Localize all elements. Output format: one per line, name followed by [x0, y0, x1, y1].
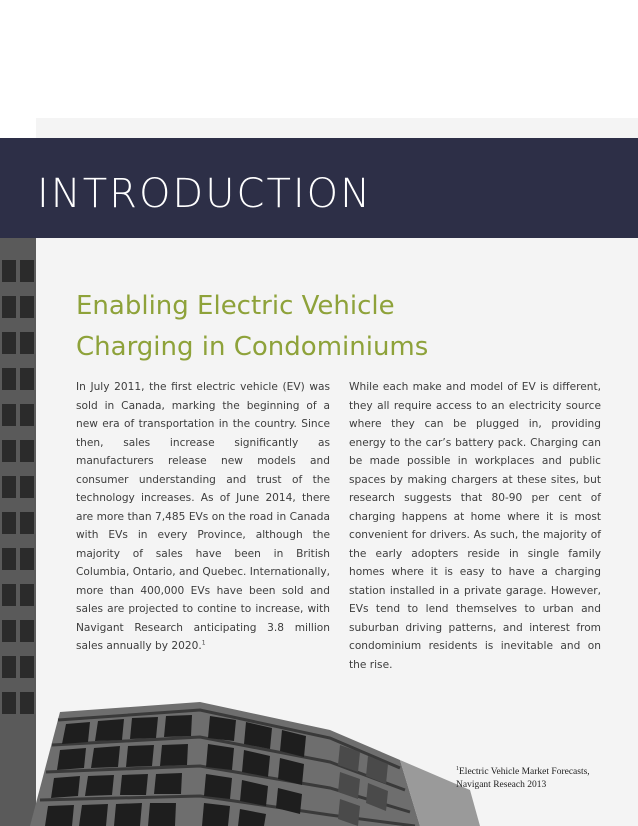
article-title — [76, 286, 536, 368]
footnote-text-1: Electric Vehicle Market Forecasts, — [459, 767, 590, 777]
footnote-mark: 1 — [456, 765, 459, 772]
footnote — [456, 766, 626, 792]
body-column-right — [349, 378, 601, 674]
footnote-reference: 1 — [201, 639, 206, 647]
footnote-line-1 — [456, 766, 626, 779]
section-title: INTRODUCTION — [37, 171, 373, 217]
body-column-left — [76, 378, 330, 656]
body-paragraph-1: In July 2011, the first electric vehicle (EV) was sold in Canada, marking the beginning of a new era of transportation in the country. Since then, sales increase significantly as manufacturers release new models and consumer understanding and trust of the technology increases. As of June 2014, there are more than 7,485 EVs on the road in Canada with EVs in every Province, although the majority of sales have been in British Columbia, Ontario, and Quebec. Internationally, more than 400,000 EVs have been sold and sales are projected to contine to increase, with Navigant Research anticipating 3.8 million sales annually by 2020. — [76, 381, 330, 652]
article-title-line-2: Charging in Condominiums — [76, 332, 429, 362]
article-title-line-1: Enabling Electric Vehicle — [76, 291, 395, 321]
footnote-line-2: Navigant Reseach 2013 — [456, 780, 547, 790]
body-paragraph-2: While each make and model of EV is different, they all require access to an electricity source where they can be plugged in, providing energy to the car’s battery pack. Charging can be made possible in workplaces and public spaces by making chargers at these sites, but research suggests that 80-90 per cent of charging happens at home where it is most convenient for drivers. As such, the majority of the early adopters reside in single family homes where it is easy to have a charging station installed in a private garage. However, EVs tend to lend themselves to urban and suburban driving patterns, and interest from condominium residents is inevitable and on the rise. — [349, 381, 601, 671]
